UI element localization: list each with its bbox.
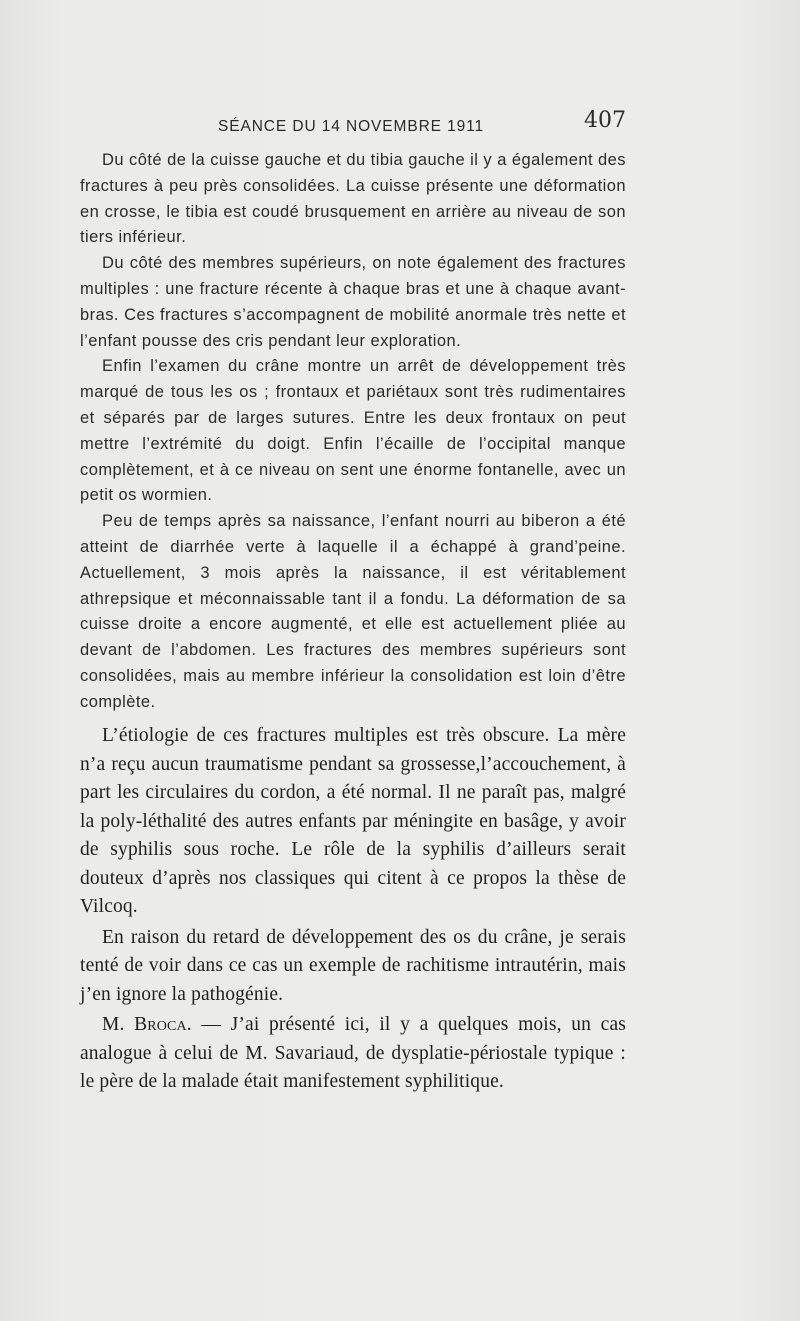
broca-remark: J’ai présenté ici, il y a quelques mois, un cas analogue à celui de M. Savariaud, de dysplatie-périostale typique : le père de la malade était manifestement syphilitique. xyxy=(80,1014,626,1092)
paragraph-skull: Enfin l’examen du crâne montre un arrêt de développement très marqué de tous les os ; frontaux et pariétaux sont très rudimentaires et séparés par de larges sutures. Entre les deux frontaux on peut mettre l’extrémité du doigt. Enfin l’écaille de l’occipital manque complètement, et à ce niveau on sent une énorme fontanelle, avec un petit os wormien. xyxy=(80,357,626,505)
paragraph-evolution: Peu de temps après sa naissance, l’enfant nourri au biberon a été atteint de diarrhée verte à laquelle il a échappé à grand’peine. Actuellement, 3 mois après la naissance, il est véritablement athrepsique et méconnaissable tant il a fondu. La déformation de sa cuisse droite a encore augmenté, et elle est actuellement pliée au devant de l’abdomen. Les fractures des membres supérieurs sont consolidées, mais au membre inférieur la consolidation est loin d’être complète. xyxy=(80,512,626,711)
paragraph-etiology: L’étiologie de ces fractures multiples est très obscure. La mère n’a reçu aucun traumatisme pendant sa grossesse,l’accouchement, à part les circulaires du cordon, a été normal. Il ne paraît pas, malgré la poly-léthalité des autres enfants par méningite en basâge, y avoir de syphilis sous roche. Le rôle de la syphilis d’ailleurs serait douteux d’après nos classiques qui citent à ce propos la thèse de Vilcoq. xyxy=(80,725,626,917)
paragraph-broca xyxy=(80,1011,626,1097)
paragraph-conclusion: En raison du retard de développement des os du crâne, je serais tenté de voir dans ce cas un exemple de rachitisme intrautérin, mais j’en ignore la pathogénie. xyxy=(80,926,626,1005)
speaker-separator: . — xyxy=(186,1014,231,1035)
discussion-text xyxy=(80,722,626,1097)
speaker-prefix: M. xyxy=(102,1014,135,1035)
page-number: 407 xyxy=(584,108,626,133)
running-title: SÉANCE DU 14 NOVEMBRE 1911 xyxy=(218,118,485,135)
paragraph-upper-limbs: Du côté des membres supérieurs, on note également des fractures multiples : une fracture récente à chaque bras et une à chaque avant-bras. Ces fractures s’accompagnent de mobilité anormale très nette et l’enfant pousse des cris pendant leur exploration. xyxy=(80,254,626,350)
page-header xyxy=(80,108,626,138)
speaker-name: Broca xyxy=(134,1014,187,1035)
case-report-text xyxy=(80,148,626,716)
paragraph-lower-limbs: Du côté de la cuisse gauche et du tibia gauche il y a également des fractures à peu près consolidées. La cuisse présente une déformation en crosse, le tibia est coudé brusquement en arrière au niveau de son tiers inférieur. xyxy=(80,151,626,247)
